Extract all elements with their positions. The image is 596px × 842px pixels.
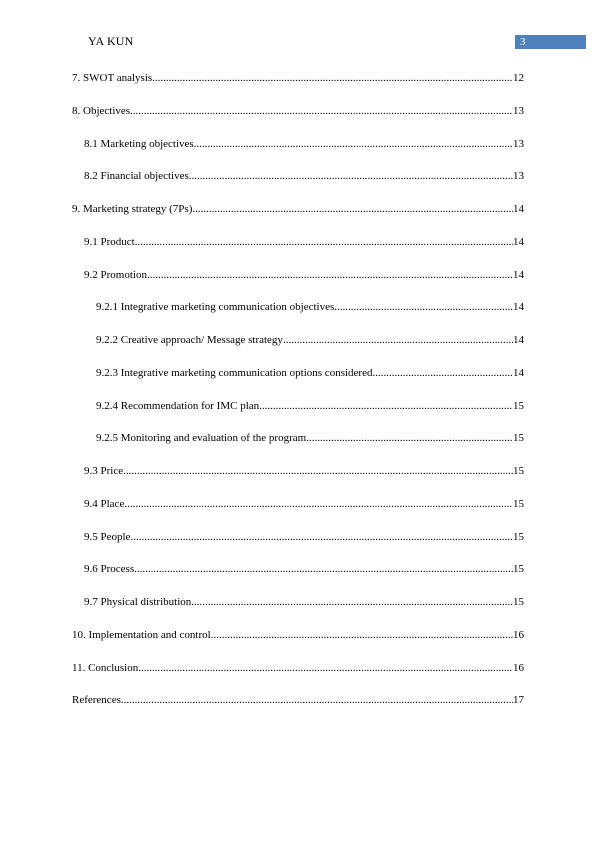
- toc-entry[interactable]: [72, 330, 524, 363]
- toc-entry[interactable]: [72, 265, 524, 298]
- toc-entry-title: 9.2 Promotion: [84, 268, 147, 281]
- toc-dot-leader: [259, 396, 513, 412]
- toc-entry-title: 10. Implementation and control: [72, 628, 211, 641]
- toc-entry-title: 9.7 Physical distribution: [84, 596, 192, 608]
- toc-dot-leader: [372, 363, 513, 379]
- toc-entry-page-number: 17: [513, 694, 524, 707]
- toc-entry[interactable]: [72, 101, 524, 134]
- toc-dot-leader: [211, 625, 513, 641]
- toc-entry-title: 9.2.2 Creative approach/ Message strategy: [96, 334, 283, 346]
- toc-entry-page-number: 15: [513, 399, 524, 412]
- toc-dot-leader: [306, 428, 513, 444]
- toc-dot-leader: [191, 592, 513, 608]
- toc-dot-leader: [192, 199, 513, 215]
- toc-entry-title: 9.5 People: [84, 530, 131, 543]
- toc-entry[interactable]: [72, 625, 524, 658]
- toc-entry-page-number: 14: [513, 235, 524, 248]
- toc-entry-title: 9.1 Product: [84, 235, 135, 248]
- toc-entry-title: 9.2.3 Integrative marketing communication options considered: [96, 366, 373, 379]
- toc-entry-page-number: 14: [513, 203, 524, 215]
- toc-entry-page-number: 15: [513, 530, 524, 543]
- table-of-contents: [72, 68, 524, 723]
- toc-dot-leader: [134, 559, 513, 575]
- toc-entry[interactable]: [72, 363, 524, 396]
- toc-entry[interactable]: [72, 166, 524, 199]
- toc-entry-title: References: [72, 694, 121, 707]
- toc-entry[interactable]: [72, 134, 524, 167]
- toc-entry-page-number: 14: [513, 301, 524, 314]
- toc-entry[interactable]: [72, 592, 524, 625]
- toc-dot-leader: [283, 330, 513, 346]
- toc-entry-page-number: 15: [513, 465, 524, 477]
- toc-entry-page-number: 12: [513, 72, 524, 84]
- toc-entry-title: 9.2.4 Recommendation for IMC plan: [96, 399, 260, 412]
- toc-entry-title: 9.6 Process: [84, 563, 135, 576]
- header-title: YA KUN: [88, 34, 134, 48]
- toc-entry-title: 8. Objectives: [72, 104, 131, 117]
- toc-entry[interactable]: [72, 297, 524, 330]
- toc-entry-title: 7. SWOT analysis: [72, 72, 153, 84]
- toc-entry-page-number: 14: [513, 268, 524, 281]
- toc-dot-leader: [152, 68, 513, 84]
- toc-entry-page-number: 15: [513, 596, 524, 608]
- toc-dot-leader: [130, 527, 513, 543]
- toc-entry[interactable]: [72, 199, 524, 232]
- toc-entry[interactable]: [72, 690, 524, 723]
- toc-entry[interactable]: [72, 68, 524, 101]
- toc-entry-title: 11. Conclusion: [72, 661, 139, 674]
- toc-dot-leader: [334, 297, 513, 313]
- toc-entry[interactable]: [72, 559, 524, 592]
- toc-entry[interactable]: [72, 658, 524, 691]
- toc-dot-leader: [121, 690, 513, 706]
- toc-entry-page-number: 13: [513, 170, 524, 183]
- toc-entry-page-number: 13: [513, 104, 524, 117]
- toc-entry-page-number: 13: [513, 137, 524, 150]
- toc-entry[interactable]: [72, 396, 524, 429]
- toc-entry-title: 9.2.5 Monitoring and evaluation of the program: [96, 432, 307, 445]
- toc-entry-page-number: 16: [513, 661, 524, 674]
- toc-dot-leader: [147, 265, 513, 281]
- toc-entry[interactable]: [72, 428, 524, 461]
- toc-entry-title: 8.1 Marketing objectives: [84, 137, 194, 150]
- toc-entry-page-number: 15: [513, 563, 524, 576]
- toc-dot-leader: [124, 494, 513, 510]
- toc-entry[interactable]: [72, 461, 524, 494]
- toc-dot-leader: [135, 232, 513, 248]
- toc-entry[interactable]: [72, 527, 524, 560]
- toc-entry[interactable]: [72, 232, 524, 265]
- toc-entry-page-number: 15: [513, 432, 524, 445]
- toc-dot-leader: [189, 166, 513, 182]
- toc-dot-leader: [194, 134, 513, 150]
- toc-dot-leader: [123, 461, 513, 477]
- toc-entry-title: 9. Marketing strategy (7Ps): [72, 203, 193, 215]
- toc-entry-page-number: 14: [513, 366, 524, 379]
- toc-entry-title: 9.4 Place: [84, 497, 125, 510]
- toc-entry-page-number: 15: [513, 497, 524, 510]
- page-number-badge: 3: [515, 35, 586, 49]
- toc-dot-leader: [130, 101, 513, 117]
- toc-entry-page-number: 16: [513, 628, 524, 641]
- toc-entry-page-number: 14: [513, 334, 524, 346]
- toc-entry-title: 9.2.1 Integrative marketing communication objectives: [96, 301, 335, 314]
- toc-entry[interactable]: [72, 494, 524, 527]
- toc-entry-title: 9.3 Price: [84, 465, 124, 477]
- toc-entry-title: 8.2 Financial objectives: [84, 170, 189, 183]
- toc-dot-leader: [138, 658, 513, 674]
